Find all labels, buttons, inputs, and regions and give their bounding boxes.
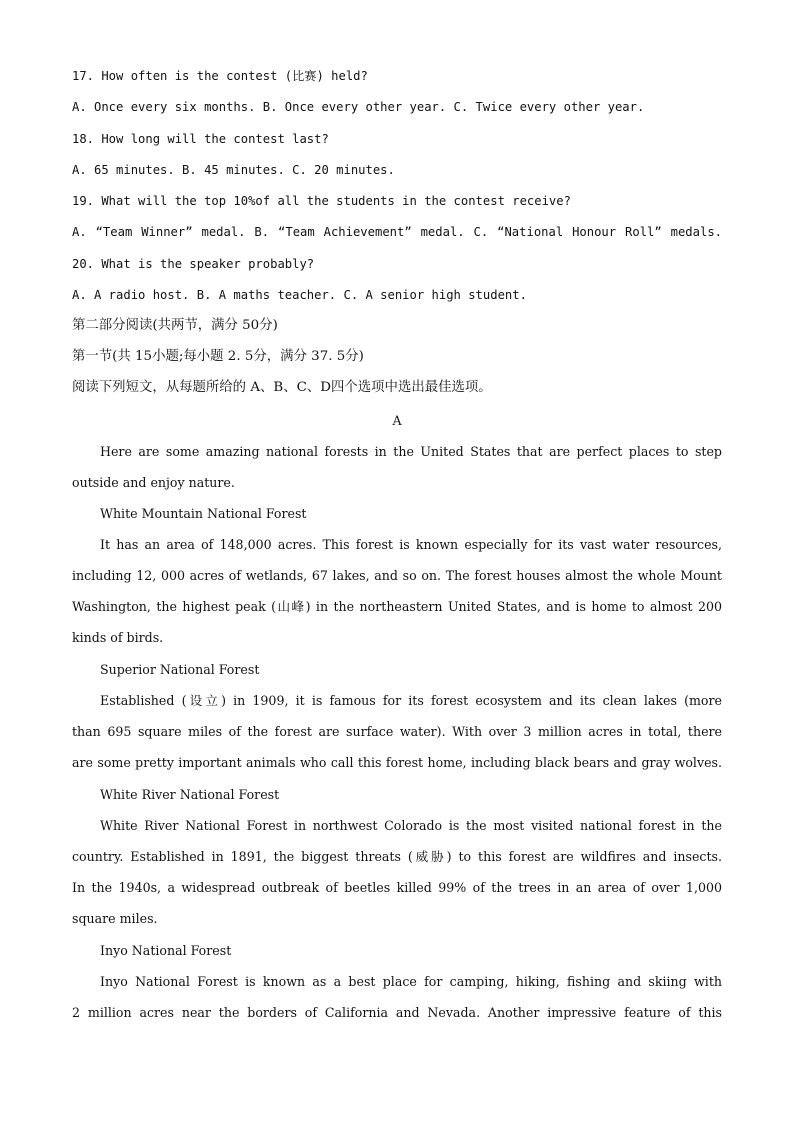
forest-1-line-1: It has an area of 148,000 acres. This forest is known especially for its vast water resources, xyxy=(100,537,722,552)
question-20: 20. What is the speaker probably? xyxy=(72,257,315,271)
forest-1-line-4: kinds of birds. xyxy=(72,630,164,645)
forest-1-line-2: including 12, 000 acres of wetlands, 67 lakes, and so on. The forest houses almost the whole Mount xyxy=(72,568,722,583)
question-20-options: A. A radio host. B. A maths teacher. C. A senior high student. xyxy=(72,288,527,302)
question-19-options: A. “Team Winner” medal. B. “Team Achievement” medal. C. “National Honour Roll” medals. xyxy=(72,225,722,239)
forest-3-line-1: White River National Forest in northwest Colorado is the most visited national forest in the xyxy=(100,818,722,833)
question-18: 18. How long will the contest last? xyxy=(72,132,329,146)
forest-3-line-4: square miles. xyxy=(72,911,158,926)
forest-3-line-3: In the 1940s, a widespread outbreak of beetles killed 99% of the trees in an area of over 1,000 xyxy=(72,880,722,895)
forest-2-line-3: are some pretty important animals who call this forest home, including black bears and gray wolves. xyxy=(72,755,722,770)
forest-3-line-2: country. Established in 1891, the biggest threats (威胁) to this forest are wildfires and insects. xyxy=(72,849,722,864)
passage-intro-line-2: outside and enjoy nature. xyxy=(72,475,235,490)
question-18-options: A. 65 minutes. B. 45 minutes. C. 20 minutes. xyxy=(72,163,395,177)
forest-4-line-1: Inyo National Forest is known as a best place for camping, hiking, fishing and skiing with xyxy=(100,974,722,989)
forest-2-title: Superior National Forest xyxy=(100,662,260,677)
part2-title: 第二部分阅读(共两节，满分 50分) xyxy=(72,318,278,333)
passage-intro-line-1: Here are some amazing national forests in the United States that are perfect places to step xyxy=(100,444,722,459)
forest-4-title: Inyo National Forest xyxy=(100,943,232,958)
forest-4-line-2: 2 million acres near the borders of California and Nevada. Another impressive feature of this xyxy=(72,1005,722,1020)
section1-title: 第一节(共 15小题;每小题 2. 5分，满分 37. 5分) xyxy=(72,349,364,364)
question-19: 19. What will the top 10%of all the students in the contest receive? xyxy=(72,194,571,208)
passage-label: A xyxy=(392,413,402,428)
question-17: 17. How often is the contest (比赛) held? xyxy=(72,69,368,83)
forest-1-line-3: Washington, the highest peak (山峰) in the northeastern United States, and is home to almost 200 xyxy=(72,599,722,614)
forest-2-line-2: than 695 square miles of the forest are surface water). With over 3 million acres in total, there xyxy=(72,724,722,739)
forest-3-title: White River National Forest xyxy=(100,787,280,802)
forest-1-title: White Mountain National Forest xyxy=(100,506,307,521)
question-17-options: A. Once every six months. B. Once every other year. C. Twice every other year. xyxy=(72,100,645,114)
section1-instruction: 阅读下列短文，从每题所给的 A、B、C、D四个选项中选出最佳选项。 xyxy=(72,380,492,395)
forest-2-line-1: Established (设立) in 1909, it is famous for its forest ecosystem and its clean lakes (more xyxy=(100,693,722,708)
